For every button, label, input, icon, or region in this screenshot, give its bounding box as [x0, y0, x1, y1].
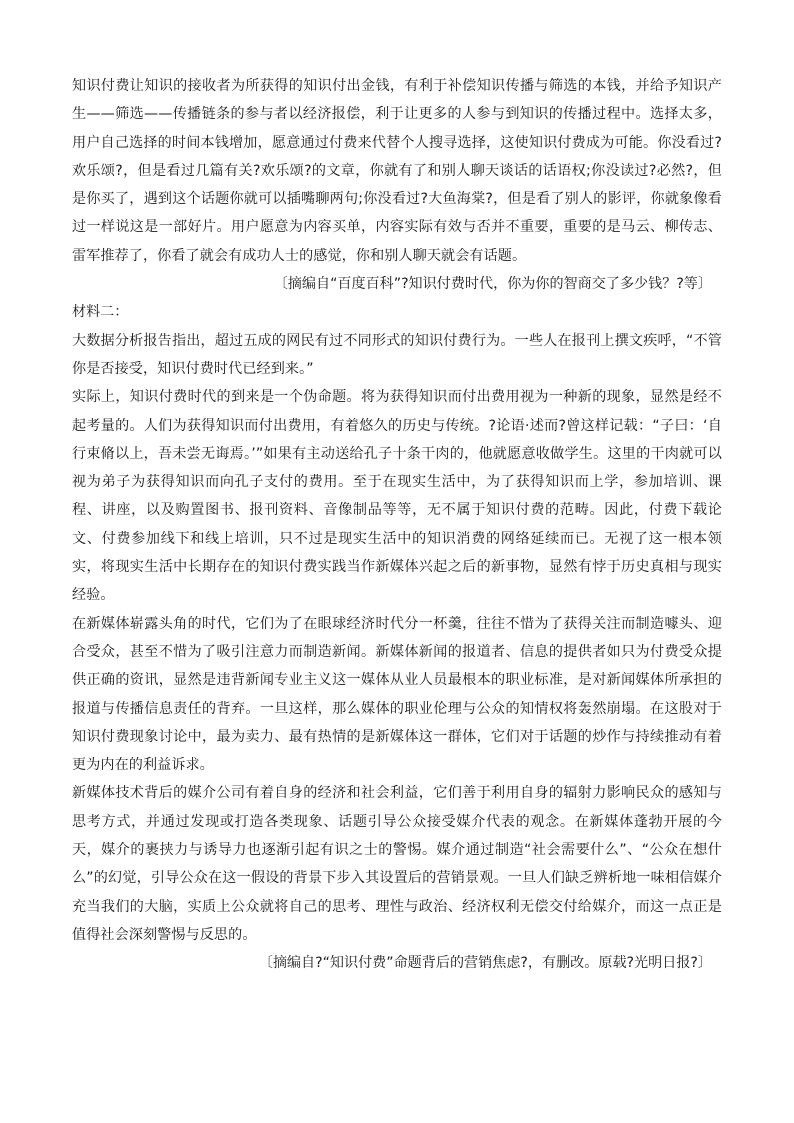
material1-source: 〔摘编自“百度百科”?知识付费时代，你为你的智商交了多少钱？?等〕 — [273, 276, 712, 293]
document-page — [72, 72, 722, 978]
material2-paragraph-1: 大数据分析报告指出，超过五成的网民有过不同形式的知识付费行为。一些人在报刊上撰文疾呼，“不管你是否接受，知识付费时代已经到来。” — [72, 332, 722, 377]
material1-paragraph: 知识付费让知识的接收者为所获得的知识付出金钱，有利于补偿知识传播与筛选的本钱，并给予知识产生——筛选——传播链条的参与者以经济报偿，利于让更多的人参与到知识的传播过程中。选择太多，用户自己选择的时间本钱增加，愿意通过付费来代替个人搜寻选择，这使知识付费成为可能。你没看过?欢乐颂?，但是看过几篇有关?欢乐颂?的文章，你就有了和别人聊天谈话的话语权;你没读过?必然?，但是你买了，遇到这个话题你就可以插嘴聊两句;你没看过?大鱼海棠?，但是看了别人的影评，你就象像看过一样说这是一部好片。用户愿意为内容买单，内容实际有效与否并不重要，重要的是马云、柳传志、雷军推荐了，你看了就会有成功人士的感觉，你和别人聊天就会有话题。 — [72, 78, 722, 264]
material2-source: 〔摘编自?“知识付费”命题背后的营销焦虑?，有删改。原载?光明日报?〕 — [258, 955, 712, 972]
material2-paragraph-3: 在新媒体崭露头角的时代，它们为了在眼球经济时代分一杯羹，往往不惜为了获得关注而制造噱头、迎合受众，甚至不惜为了吸引注意力而制造新闻。新媒体新闻的报道者、信息的提供者如只为付费受众提供正确的资讯，显然是违背新闻专业主义这一媒体从业人员最根本的职业标准，是对新闻媒体所承担的报道与传播信息责任的背弃。一旦这样，那么媒体的职业伦理与公众的知情权将轰然崩塌。在这股对于知识付费现象讨论中，最为卖力、最有热情的是新媒体这一群体，它们对于话题的炒作与持续推动有着更为内在的利益诉求。 — [72, 615, 722, 774]
material2-paragraph-2: 实际上，知识付费时代的到来是一个伪命题。将为获得知识而付出费用视为一种新的现象，显然是经不起考量的。人们为获得知识而付出费用，有着悠久的历史与传统。?论语·述而?曾这样记载：“子曰：‘自行束脩以上，吾未尝无诲焉。’”如果有主动送给孔子十条干肉的，他就愿意收做学生。这里的干肉就可以视为弟子为获得知识而向孔子支付的费用。至于在现实生活中，为了获得知识而上学，参加培训、课程、讲座，以及购置图书、报刊资料、音像制品等等，无不属于知识付费的范畴。因此，付费下载论文、付费参加线下和线上培训，只不过是现实生活中的知识消费的网络延续而已。无视了这一根本领实，将现实生活中长期存在的知识付费实践当作新媒体兴起之后的新事物，显然有悖于历史真相与现实经验。 — [72, 389, 722, 604]
material2-heading: 材料二： — [72, 304, 129, 321]
material2-paragraph-4: 新媒体技术背后的媒介公司有着自身的经济和社会利益，它们善于利用自身的辐射力影响民众的感知与思考方式，并通过发现或打造各类现象、话题引导公众接受媒介代表的观念。在新媒体蓬勃开展的今天，媒介的裹挟力与诱导力也逐渐引起有识之士的警惕。媒介通过制造“社会需要什么”、“公众在想什么”的幻觉，引导公众在这一假设的背景下步入其设置后的营销景观。一旦人们缺乏辨析地一味相信媒介充当我们的大脑，实质上公众就将自己的思考、理性与政治、经济权利无偿交付给媒介，而这一点正是值得社会深刻警惕与反思的。 — [72, 785, 722, 943]
